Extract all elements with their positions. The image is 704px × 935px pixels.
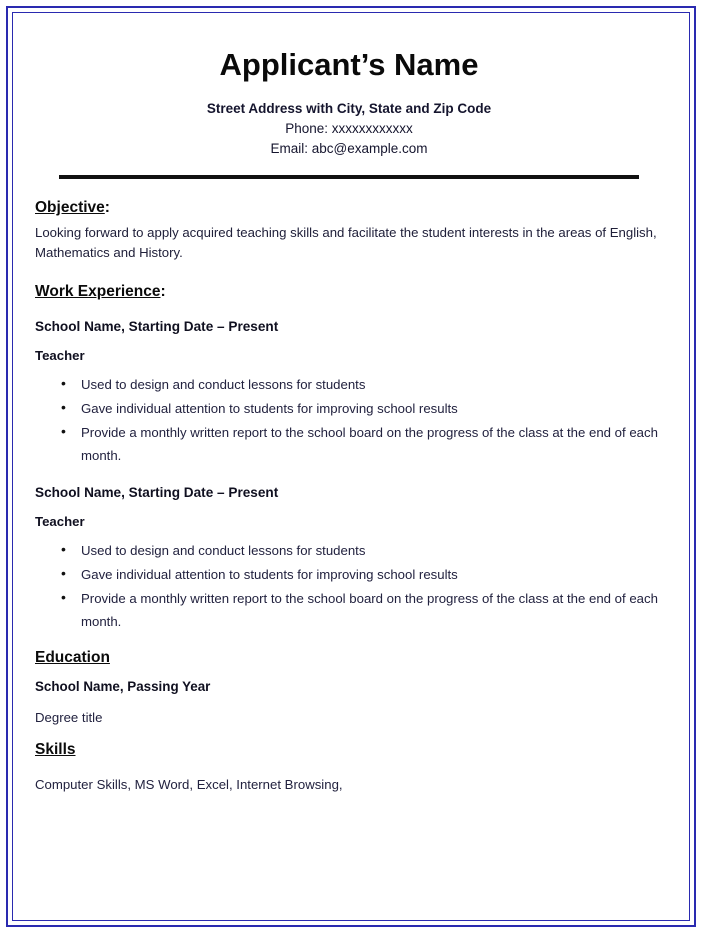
list-item: • Used to design and conduct lessons for students (81, 373, 663, 396)
work-entry-role: Teacher (35, 348, 85, 363)
work-entry-bullets (35, 373, 663, 467)
contact-address: Street Address with City, State and Zip Code (206, 101, 492, 116)
section-heading-work-experience (35, 283, 663, 301)
section-heading-education (35, 649, 663, 667)
applicant-name: Applicant’s Name (219, 47, 479, 82)
section-heading-objective (35, 199, 663, 217)
work-entry-bullets (35, 539, 663, 633)
header-divider-rule (59, 175, 639, 179)
work-experience-heading-colon: : (160, 283, 166, 300)
document-page-outer-border (6, 6, 696, 927)
education-heading-text: Education (35, 649, 110, 666)
objective-heading-text: Objective (35, 199, 105, 216)
objective-heading-colon: : (104, 199, 110, 216)
contact-phone: Phone: xxxxxxxxxxxx (285, 121, 413, 136)
work-entry-title: School Name, Starting Date – Present (35, 319, 279, 334)
section-heading-skills (35, 741, 663, 759)
list-item: • Provide a monthly written report to the school board on the progress of the class at the end of each month. (81, 421, 663, 467)
contact-block (35, 99, 663, 159)
list-item: • Gave individual attention to students for improving school results (81, 563, 663, 586)
education-degree: Degree title (35, 710, 103, 725)
work-entry-role: Teacher (35, 514, 85, 529)
work-experience-heading-text: Work Experience (35, 283, 161, 300)
list-item: • Provide a monthly written report to the school board on the progress of the class at the end of each month. (81, 587, 663, 633)
skills-text: Computer Skills, MS Word, Excel, Internet Browsing, (35, 777, 343, 792)
work-entry-title: School Name, Starting Date – Present (35, 485, 279, 500)
list-item: • Used to design and conduct lessons for students (81, 539, 663, 562)
objective-text: Looking forward to apply acquired teaching skills and facilitate the student interests in the areas of English, Mathematics and History. (35, 225, 657, 260)
skills-heading-text: Skills (35, 741, 76, 758)
list-item: • Gave individual attention to students for improving school results (81, 397, 663, 420)
document-page-inner-border (12, 12, 690, 921)
resume-document (13, 13, 689, 920)
education-school: School Name, Passing Year (35, 679, 211, 694)
contact-email: Email: abc@example.com (270, 141, 428, 156)
